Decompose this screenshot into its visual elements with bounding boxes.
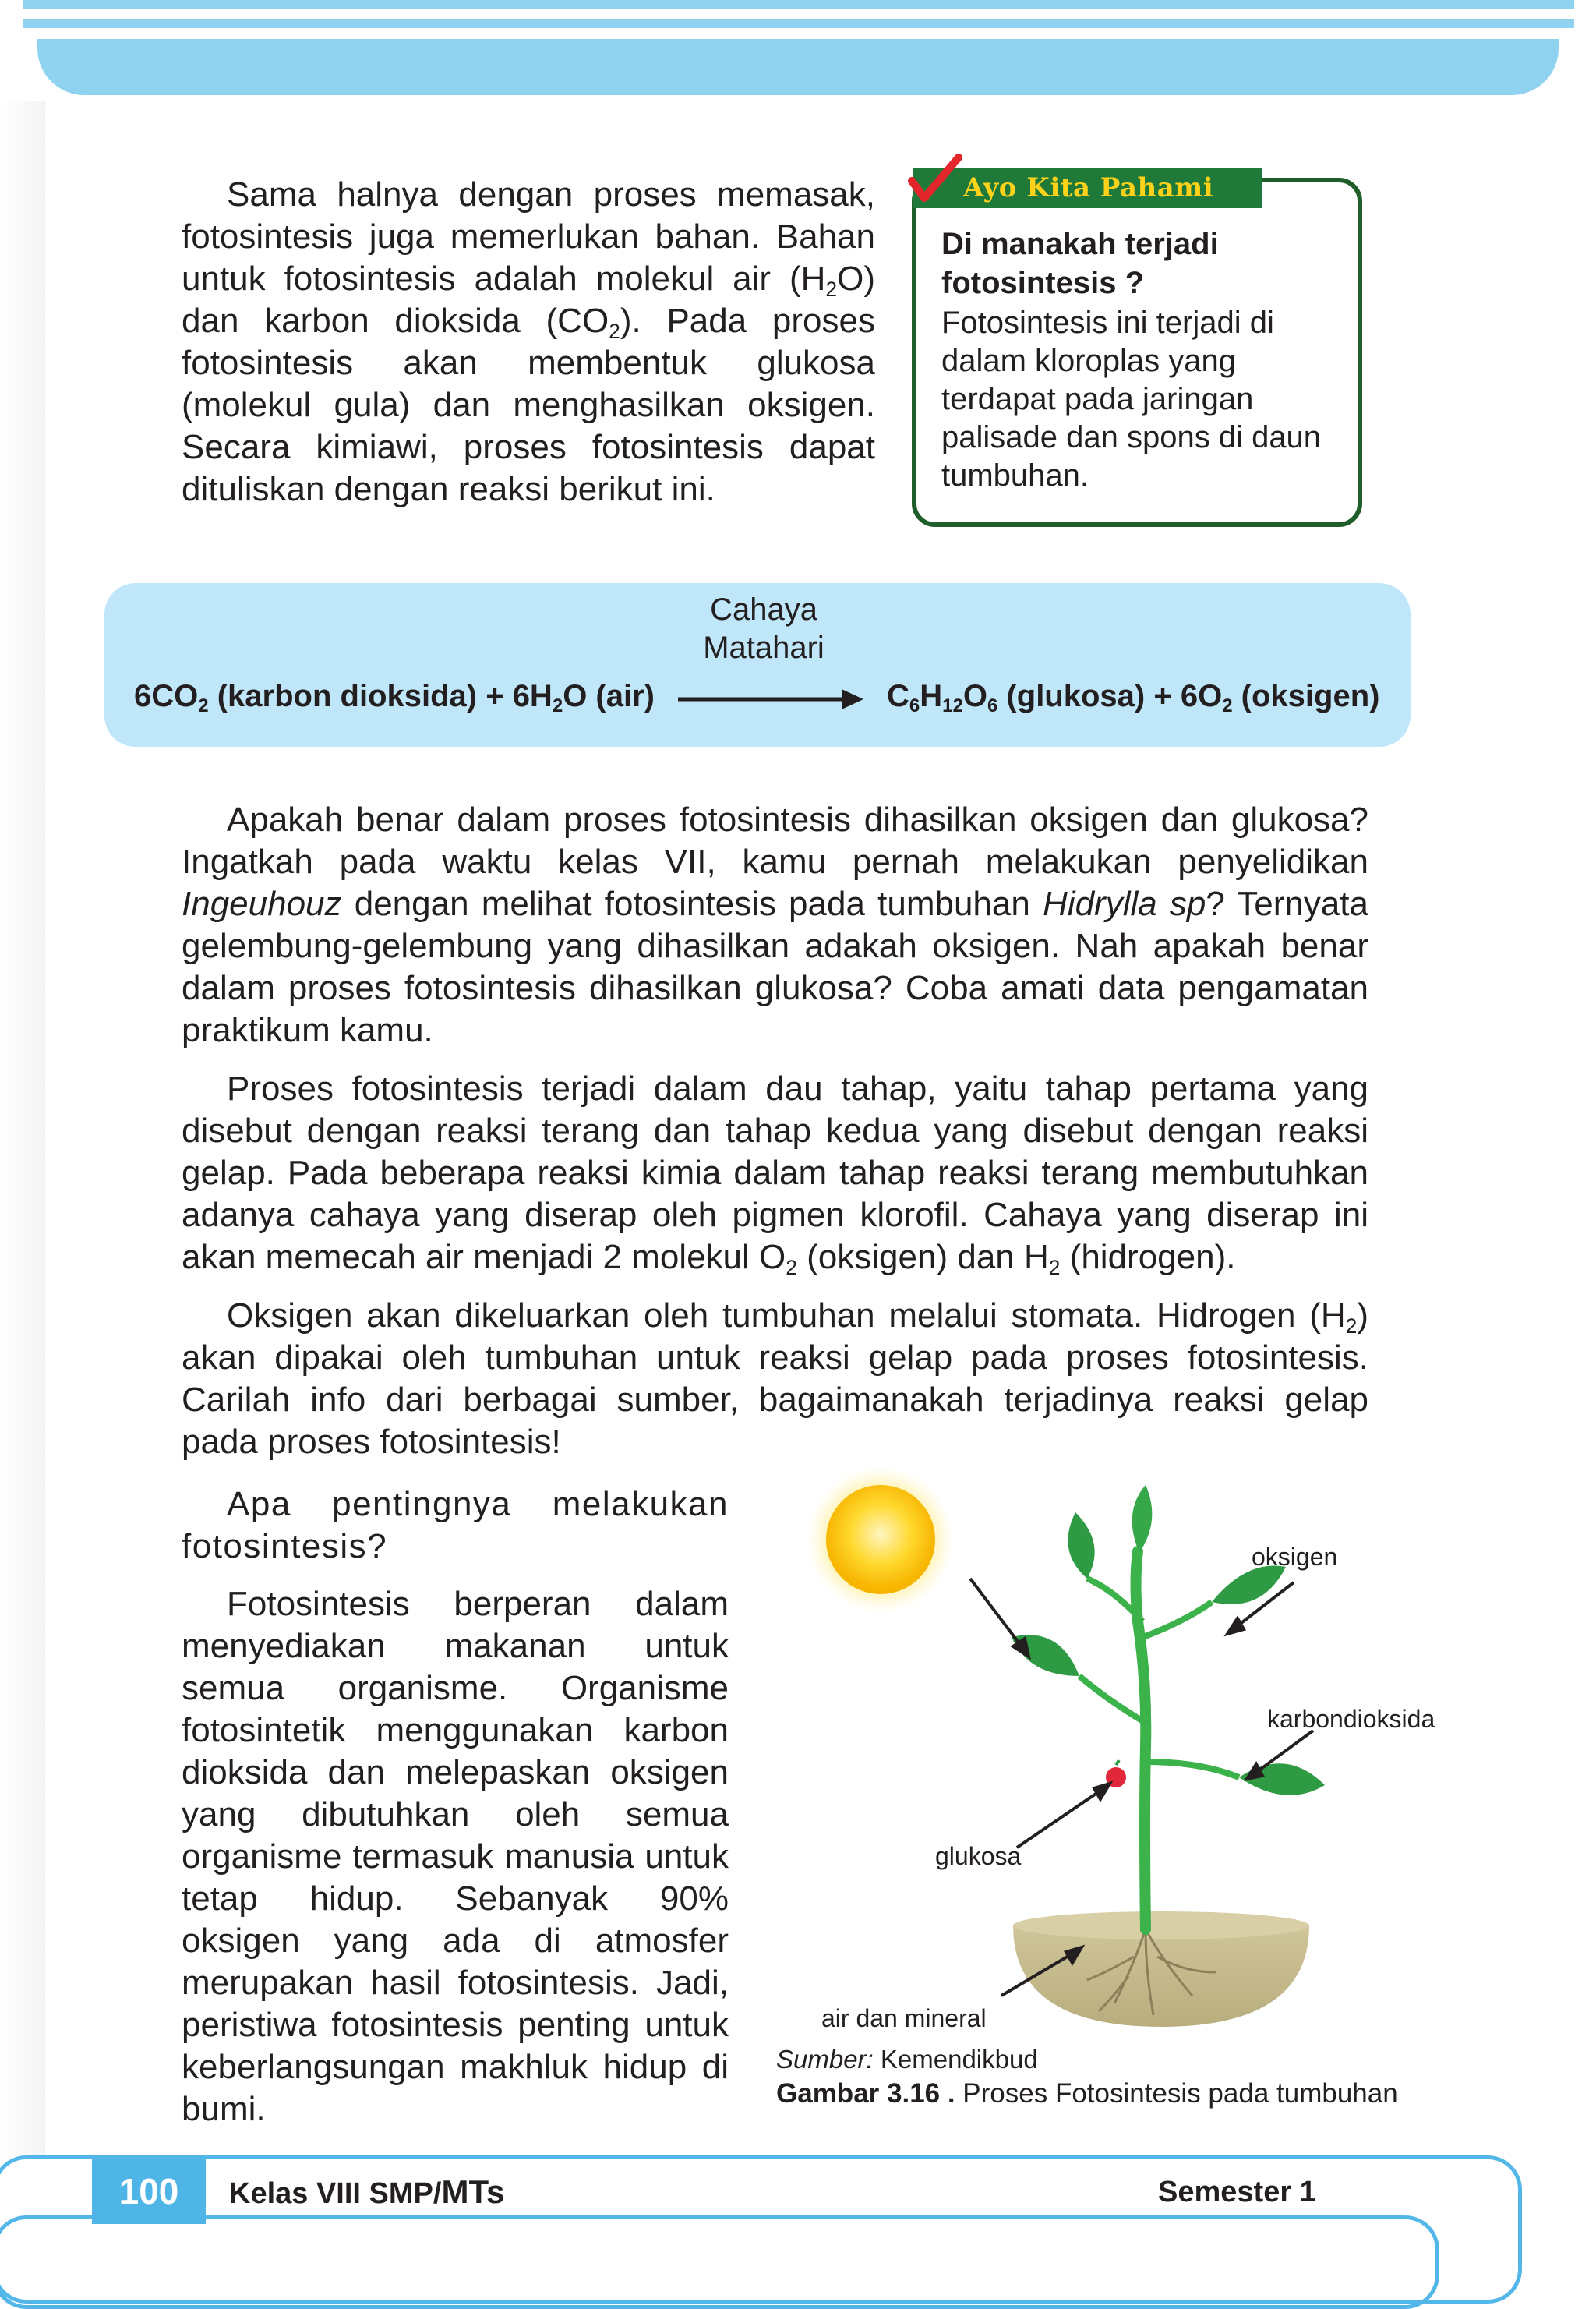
label-air-mineral: air dan mineral bbox=[821, 2004, 987, 2032]
footer-frame-inner bbox=[0, 2215, 1439, 2309]
info-box-question: Di manakah terjadi fotosintesis ? bbox=[941, 227, 1219, 300]
semester-label: Semester 1 bbox=[1158, 2176, 1316, 2208]
info-box-answer: Fotosintesis ini terjadi di dalam kloroplas yang terdapat pada jaringan palisade dan spons di daun tumbuhan. bbox=[941, 306, 1322, 493]
equation-reactants: $6CO_2$ (karbon dioksida) + $6H_2O$ (air) bbox=[134, 679, 655, 717]
soil-icon bbox=[1013, 1911, 1309, 2027]
info-box-tag-label: Ayo Kita Pahami bbox=[963, 172, 1214, 203]
checkmark-icon bbox=[907, 153, 963, 207]
equation-condition: Cahaya Matahari bbox=[703, 592, 824, 665]
header-band bbox=[37, 39, 1559, 95]
body-paragraph-4: Apa pentingnya melakukan fotosintesis? bbox=[182, 1485, 729, 1565]
reaction-arrow-icon bbox=[676, 686, 865, 713]
figure-source: Sumber: Kemendikbud bbox=[776, 2045, 1038, 2074]
body-paragraph-2: Proses fotosintesis terjadi dalam dau tahap, yaitu tahap pertama yang disebut dengan reaksi terang dan tahap kedua yang disebut dengan reaksi gelap. Pada beberapa reaksi kimia dalam tahap reaksi terang membutuhkan adanya cahaya yang diserap oleh pigmen klorofil. Cahaya yang diserap ini akan memecah air menjadi 2 molekul $O_2$ (oksigen) dan $H_2$ (hidrogen). bbox=[182, 1070, 1368, 1279]
body-paragraph-5: Fotosintesis berperan dalam menyediakan makanan untuk semua organisme. Organisme fotosintetik menggunakan karbon dioksida dan melepaskan oksigen yang dibutuhkan oleh semua organisme termasuk manusia untuk tetap hidup. Sebanyak 90% oksigen yang ada di atmosfer merupakan hasil fotosintesis. Jadi, peristiwa fotosintesis penting untuk keberlangsungan makhluk hidup di bumi. bbox=[182, 1585, 729, 2128]
page-number: 100 bbox=[118, 2171, 179, 2212]
body-paragraph-1: Apakah benar dalam proses fotosintesis dihasilkan oksigen dan glukosa? Ingatkah pada waktu kelas VII, kamu pernah melakukan penyelidikan Ingeuhouz dengan melihat fotosintesis pada tumbuhan Hidrylla sp? Ternyata gelembung-gelembung yang dihasilkan adakah oksigen. Nah apakah benar dalam proses fotosintesis dihasilkan glukosa? Coba amati data pengamatan praktikum kamu. bbox=[182, 801, 1368, 1049]
body-paragraph-3: Oksigen akan dikeluarkan oleh tumbuhan melalui stomata. Hidrogen $(H_2)$ akan dipakai oleh tumbuhan untuk reaksi gelap pada proses fotosintesis. Carilah info dari berbagai sumber, bagaimanakah terjadinya reaksi gelap pada proses fotosintesis! bbox=[182, 1296, 1368, 1461]
book-title: Kelas VIII SMP/MTs bbox=[229, 2173, 505, 2210]
photosynthesis-figure bbox=[779, 1466, 1481, 2035]
equation-products: $C_6H_{12}O_6$ (glukosa) + $6O_2$ (oksigen) bbox=[887, 679, 1380, 717]
left-margin-shade bbox=[0, 101, 45, 2159]
header-stripe-middle bbox=[23, 19, 1574, 28]
figure-caption: Gambar 3.16 . Proses Fotosintesis pada tumbuhan bbox=[776, 2078, 1398, 2109]
label-glukosa: glukosa bbox=[935, 1842, 1022, 1870]
label-karbondioksida: karbondioksida bbox=[1267, 1705, 1435, 1733]
sun-icon bbox=[807, 1466, 955, 1614]
header-stripe-top bbox=[23, 0, 1574, 9]
label-oksigen: oksigen bbox=[1252, 1543, 1338, 1571]
intro-paragraph: Sama halnya dengan proses memasak, fotosintesis juga memerlukan bahan. Bahan untuk fotosintesis adalah molekul air $(H_2O)$ dan karbon dioksida $(CO_2)$. Pada proses fotosintesis akan membentuk glukosa (molekul gula) dan menghasilkan oksigen. Secara kimiawi, proses fotosintesis dapat dituliskan dengan reaksi berikut ini. bbox=[182, 175, 875, 508]
